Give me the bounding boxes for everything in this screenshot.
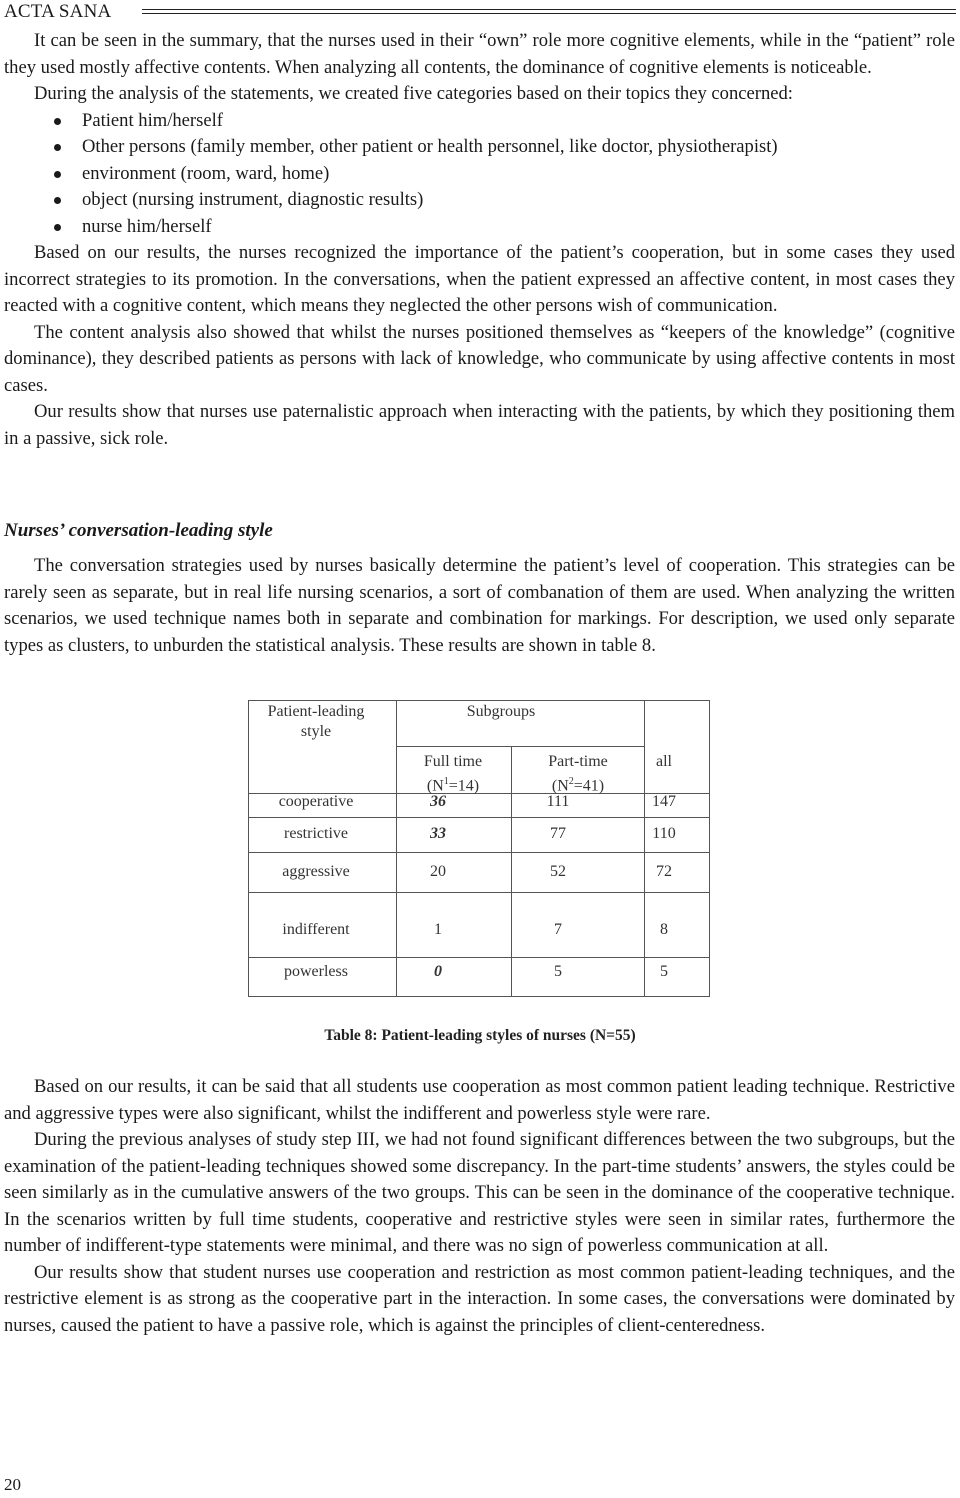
table-cell: 110: [652, 825, 676, 842]
table-cell: 5: [554, 963, 562, 980]
table-cell: 52: [550, 863, 566, 880]
table-cell: 77: [550, 825, 566, 842]
list-item: Other persons (family member, other patient or health personnel, like doctor, physiotherapist): [54, 134, 955, 161]
paragraph: During the previous analyses of study step III, we had not found significant differences between the two subgroups, but the examination of the patient-leading techniques showed some discrepancy. In the part-time students’ answers, the styles could be seen similarly as in the cumulative answers of the two groups. This can be seen in the dominance of the cooperative technique. In the scenarios written by full time students, cooperative and restrictive styles were seen in similar rates, furthermore the number of indifferent-type statements were minimal, and there was no sign of powerless communication at all.: [4, 1129, 955, 1256]
table-col-header-all: all: [656, 753, 672, 770]
table-cell: 33: [430, 825, 446, 842]
paragraph: The conversation strategies used by nurses basically determine the patient’s level of cooperation. This strategies can be rarely seen as separate, but in real life nursing scenarios, a sort of combanation of them are used. When analyzing the written scenarios, we used technique names both in separate and combination for markings. For description, we used only separate types as clusters, to unburden the statistical analysis. These results are shown in table 8.: [4, 555, 955, 656]
bullet-icon: [54, 144, 61, 151]
list-item: nurse him/herself: [54, 214, 955, 241]
bullet-icon: [54, 197, 61, 204]
table-rule: [709, 700, 710, 997]
table-cell: 5: [660, 963, 668, 980]
list-item: object (nursing instrument, diagnostic results): [54, 187, 955, 214]
category-list: [4, 108, 955, 241]
page-number: 20: [4, 1475, 21, 1494]
paragraph: The content analysis also showed that whilst the nurses positioned themselves as “keepers of the knowledge” (cognitive dominance), they described patients as persons with lack of knowledge, who communicate by using affective contents in most cases.: [4, 321, 955, 396]
table-cell: 8: [660, 921, 668, 938]
table-cell: 147: [652, 793, 676, 810]
bullet-icon: [54, 118, 61, 125]
paragraph: Our results show that nurses use paternalistic approach when interacting with the patients, by which they positioning them in a passive, sick role.: [4, 401, 955, 449]
table-row-label: restrictive: [284, 825, 348, 842]
journal-name: ACTA SANA: [4, 1, 112, 22]
table-cell: 1: [434, 921, 442, 938]
table-rule: [396, 746, 644, 747]
table-caption: Table 8: Patient-leading styles of nurses (N=55): [324, 1027, 636, 1044]
styles-table: [248, 700, 710, 997]
table-rule: [248, 700, 249, 997]
table-corner-header: Patient-leading style: [267, 703, 365, 740]
table-rule: [248, 817, 710, 818]
bullet-icon: [54, 171, 61, 178]
table-rule: [248, 957, 710, 958]
body-text-top: [4, 28, 955, 452]
table-cell: 36: [430, 793, 446, 810]
bullet-icon: [54, 224, 61, 231]
header-rule: [142, 13, 956, 14]
table-cell: 111: [546, 793, 570, 810]
table-rule: [248, 852, 710, 853]
table-col-header-parttime: Part-time $(N^2=41)$: [548, 753, 608, 795]
table-row-label: cooperative: [278, 793, 354, 810]
table-rule: [644, 700, 645, 997]
table-rule: [511, 746, 512, 997]
table-row-label: powerless: [284, 963, 348, 980]
table-col-header-fulltime: Full time $(N^1=14)$: [423, 753, 483, 795]
paragraph: Based on our results, the nurses recognized the importance of the patient’s cooperation, but in some cases they used incorrect strategies to its promotion. In the conversations, when the patient expressed an affective content, in most cases they reacted with a cognitive content, which means they neglected the other persons wish of communication.: [4, 242, 955, 316]
table-cell: 20: [430, 863, 446, 880]
paragraph: During the analysis of the statements, we created five categories based on their topics they concerned:: [34, 83, 793, 104]
table-row-label: aggressive: [282, 863, 350, 880]
header-rule: [142, 9, 956, 10]
body-text-bottom: [4, 1074, 955, 1339]
table-rule: [248, 892, 710, 893]
paragraph: Our results show that student nurses use cooperation and restriction as most common patient-leading techniques, and the restrictive element is as strong as the cooperative part in the interaction. In some cases, the conversations were dominated by nurses, caused the patient to have a passive role, which is against the principles of client-centeredness.: [4, 1261, 955, 1336]
list-item: Patient him/herself: [54, 108, 955, 135]
table-rule: [248, 700, 710, 701]
table-rule: [396, 700, 397, 997]
table-row-label: indifferent: [282, 921, 350, 938]
table-cell: 0: [434, 963, 442, 980]
paragraph: Based on our results, it can be said that all students use cooperation as most common patient leading technique. Restrictive and aggressive types were also significant, whilst the indifferent and powerless style were rare.: [4, 1076, 955, 1124]
list-item: environment (room, ward, home): [54, 161, 955, 188]
table-cell: 7: [554, 921, 562, 938]
table-cell: 72: [656, 863, 672, 880]
running-header: [4, 0, 956, 24]
body-text-middle: [4, 553, 955, 659]
table-group-header: Subgroups: [466, 703, 536, 720]
paragraph: It can be seen in the summary, that the nurses used in their “own” role more cognitive elements, while in the “patient” role they used mostly affective contents. When analyzing all contents, the dominance of cognitive elements is noticeable.: [4, 30, 955, 78]
table-rule: [248, 996, 710, 997]
section-heading: Nurses’ conversation-leading style: [4, 520, 273, 541]
